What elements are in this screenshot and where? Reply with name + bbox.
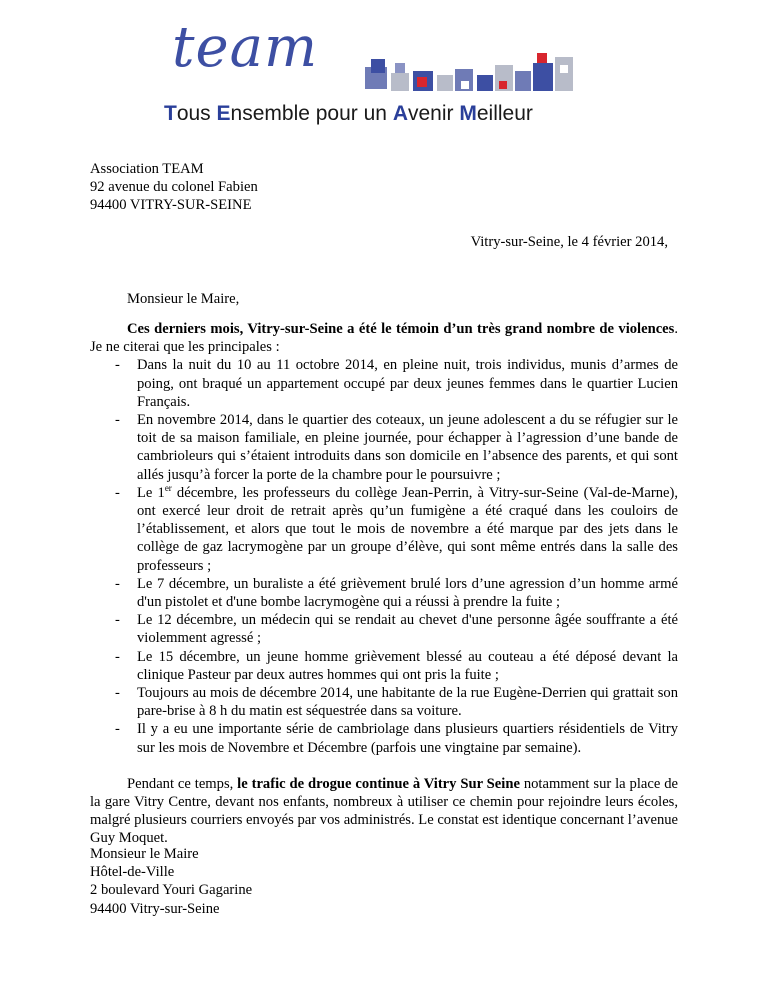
date-line: Vitry-sur-Seine, le 4 février 2014, xyxy=(470,234,668,250)
list-item-text: Le 1 xyxy=(137,484,165,501)
salutation: Monsieur le Maire, xyxy=(127,291,240,307)
recipient-street: 2 boulevard Youri Gagarine xyxy=(90,882,253,899)
list-item xyxy=(90,411,678,484)
recipient-title: Monsieur le Maire xyxy=(90,846,199,862)
list-item-text: Le 7 décembre, un buraliste a été grièvement brulé lors d’une agression d’un homme armé d'un pistolet et d'une bombe lacrymogène qui a réussi à prendre la fuite ; xyxy=(137,575,678,611)
list-dash: - xyxy=(115,648,120,665)
list-item xyxy=(90,575,678,611)
list-item-text: En novembre 2014, dans le quartier des coteaux, un jeune adolescent a du se réfugier sur le toit de sa maison familiale, en pleine journée, pour échapper à l’agression d’une bande de cambrioleurs qui s’étaient introduits dans son domicile en l’absence des parents, et qui sont allés jusqu’à forcer la porte de la chambre pour le poursuivre ; xyxy=(137,412,678,483)
para2-bold: le trafic de drogue continue à Vitry Sur Seine xyxy=(237,775,520,792)
recipient-building: Hôtel-de-Ville xyxy=(90,864,175,881)
logo-squares-graphic xyxy=(365,45,580,105)
intro-bold: Ces derniers mois, Vitry-sur-Seine a été le témoin d’un très grand nombre de violences xyxy=(127,321,675,337)
recipient-city: 94400 Vitry-sur-Seine xyxy=(90,900,220,917)
list-item xyxy=(90,356,678,411)
list-dash: - xyxy=(115,484,120,501)
tagline-initial-m: M xyxy=(459,102,477,125)
list-item-text: Dans la nuit du 10 au 11 octobre 2014, en pleine nuit, trois individus, munis d’armes de poing, ont braqué un appartement occupé par deux jeunes femmes dans le quartier Lucien Français. xyxy=(137,357,678,410)
tagline-initial-e: E xyxy=(216,102,231,125)
sender-street: 92 avenue du colonel Fabien xyxy=(90,179,258,196)
list-dash: - xyxy=(115,575,120,592)
recipient-address xyxy=(90,845,252,918)
list-item-text: Toujours au mois de décembre 2014, une habitante de la rue Eugène-Derrien qui grattait son pare-brise à 8 h du matin est séquestrée dans sa voiture. xyxy=(137,685,678,720)
list-item xyxy=(90,611,678,647)
list-item-text: Le 12 décembre, un médecin qui se rendait au chevet d'une personne âgée souffrante a été violemment agressé ; xyxy=(137,612,678,647)
list-dash: - xyxy=(115,612,120,629)
list-dash: - xyxy=(115,357,120,374)
list-dash: - xyxy=(115,721,120,738)
logo-wordmark: team xyxy=(172,15,319,80)
tagline-word: ous xyxy=(176,102,217,125)
list-item xyxy=(90,720,678,756)
sender-name: Association TEAM xyxy=(90,161,204,177)
intro-paragraph xyxy=(90,320,678,356)
list-item-text: Il y a eu une importante série de cambriolage dans plusieurs quartiers résidentiels de Vitry sur les mois de Novembre et Décembre (parfois une vingtaine par semaine). xyxy=(137,721,678,756)
incident-list xyxy=(90,356,678,756)
tagline-word: venir xyxy=(408,102,460,125)
para2-pre: Pendant ce temps, xyxy=(127,775,238,792)
team-logo xyxy=(160,15,580,140)
drug-traffic-paragraph xyxy=(90,775,678,848)
para2-post: notamment sur la place de la gare Vitry Centre, devant nos enfants, nombreux à utiliser ce chemin pour rejoindre leurs écoles, malgré plusieurs courriers envoyés par vos administrés. Le constat est identique concernant l’avenue Guy Moquet. xyxy=(90,775,679,847)
letter-body xyxy=(90,320,678,848)
logo-tagline xyxy=(164,102,533,125)
list-item-text: Le 15 décembre, un jeune homme grièvement blessé au couteau a été déposé devant la clinique Pasteur par deux autres hommes qui ont pris la fuite ; xyxy=(137,648,678,683)
sender-address xyxy=(90,160,258,215)
list-dash: - xyxy=(115,412,120,429)
ordinal-superscript: er xyxy=(164,482,172,493)
list-dash: - xyxy=(115,685,120,702)
tagline-initial-a: A xyxy=(392,102,408,125)
tagline-word: eilleur xyxy=(476,102,533,125)
list-item-text: décembre, les professeurs du collège Jean-Perrin, à Vitry-sur-Seine (Val-de-Marne), ont exercé leur droit de retrait après qu’un fumigène a été craqué dans les couloirs de l’établissement, et alors que tout le mois de novembre a été marque par des jets dans le collège de gaz lacrymogène par un groupe d’élève, qui sont même entrés dans la salle des professeurs ; xyxy=(137,484,678,574)
list-item xyxy=(90,684,678,720)
tagline-initial-t: T xyxy=(164,102,177,125)
intro-rest: . Je ne citerai que les principales : xyxy=(90,321,678,356)
tagline-word: nsemble pour un xyxy=(230,102,393,125)
list-item xyxy=(90,484,678,575)
list-item xyxy=(90,648,678,684)
sender-city: 94400 VITRY-SUR-SEINE xyxy=(90,197,252,214)
